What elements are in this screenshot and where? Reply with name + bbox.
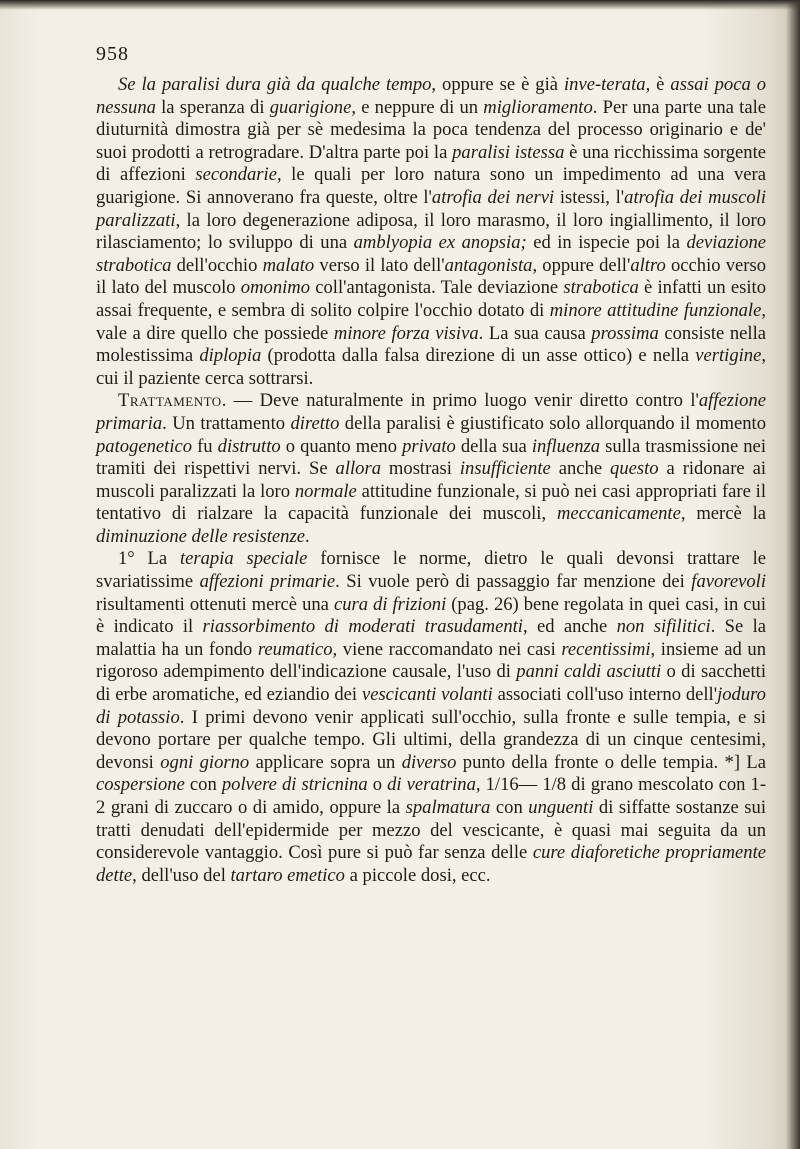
italic-run: diplopia: [199, 345, 262, 367]
text-run: è infatti un esito assai frequente, e sembra di solito colpire l'occhio dotato di: [96, 277, 766, 321]
body-text: [96, 74, 766, 887]
text-run: è una ricchissima sorgente di affezioni: [96, 141, 766, 186]
italic-run: omonimo: [240, 277, 311, 299]
italic-run: antagonista: [444, 254, 533, 276]
text-run: , è: [645, 74, 671, 95]
text-run: (prodotta dalla falsa direzione di un asse ottico) e nella: [261, 345, 696, 367]
text-run: coll'antagonista. Tale deviazione: [310, 277, 564, 299]
text-run: , le quali per loro natura sono un impedimento ad una vera guarigione. Si annoverano fra queste, oltre l': [96, 164, 766, 208]
italic-run: distrutto: [217, 435, 281, 457]
italic-run: miglioramento: [483, 96, 593, 118]
text-run: , dell'uso del: [132, 864, 231, 886]
italic-run: meccanicamente: [556, 503, 681, 525]
italic-run: affezioni primarie: [199, 571, 336, 593]
text-run: , cui il paziente cerca sottrarsi.: [96, 345, 767, 389]
italic-run: cospersione: [96, 774, 185, 796]
italic-run: riassorbimento di moderati trasudamenti: [202, 616, 523, 638]
italic-run: atrofia dei muscoli paralizzati: [96, 186, 767, 231]
italic-run: amblyopia ex anopsia;: [353, 232, 527, 254]
italic-run: reumatico: [257, 638, 333, 660]
italic-run: influenza: [531, 435, 601, 457]
italic-run: spalmatura: [405, 797, 491, 818]
text-run: della sua: [455, 435, 532, 457]
text-run: della paralisi è giustificato solo allorquando il momento: [339, 412, 766, 434]
italic-run: diretto: [290, 412, 340, 434]
text-run: , viene raccomandato nei casi: [332, 638, 562, 660]
text-run: . — Deve naturalmente in primo luogo venir diretto contro l': [221, 390, 699, 412]
italic-run: strabotica: [563, 277, 639, 299]
text-run: fornisce le norme, dietro le quali devonsi trattare le svariatissime: [96, 548, 767, 593]
italic-run: allora: [335, 458, 381, 480]
text-run: , vale a dire quello che possiede: [96, 299, 766, 344]
italic-run: altro: [630, 254, 666, 276]
text-run: a ridonare ai muscoli paralizzati la loro: [96, 458, 766, 502]
text-run: di siffatte sostanze sui tratti denudati dell'epidermide per mezzo del vescicante, è quasi mai seguita da un considerevole vantaggio. Così pure si può far senza delle: [96, 797, 766, 864]
text-run: , oppure dell': [532, 254, 631, 276]
text-run: , e neppure di un: [351, 96, 484, 118]
text-run: , oppure se è già: [431, 74, 564, 95]
italic-run: minore attitudine funzionale: [549, 299, 762, 321]
italic-run: assai poca o nessuna: [96, 74, 767, 118]
italic-run: malato: [262, 254, 315, 276]
italic-run: paralisi istessa: [452, 141, 565, 163]
italic-run: cure diaforetiche propriamente dette: [96, 842, 766, 886]
text-run: . I primi devono venir applicati sull'occhio, sulla fronte e sulle tempia, e si devono portare per qualche tempo. Gli ultimi, della grandezza di un cinque centesimi, devonsi: [96, 706, 766, 773]
italic-run: vertigine: [695, 345, 762, 367]
text-run: la speranza di: [155, 96, 270, 118]
text-run: o: [367, 774, 388, 796]
text-run: associati coll'uso interno dell': [492, 684, 718, 706]
italic-run: privato: [402, 435, 456, 457]
text-run: . Per una parte una tale diuturnità dimostra già per sè medesima la poca tendenza del processo originario e de' suoi prodotti a retrogradare. D'altra parte poi la: [96, 96, 766, 163]
text-run: anche: [550, 458, 611, 480]
text-run: a piccole dosi, ecc.: [344, 864, 491, 886]
italic-run: affezione primaria: [96, 390, 766, 434]
text-run: . Un trattamento: [162, 412, 291, 434]
text-run: .: [304, 525, 310, 547]
italic-run: di veratrina: [387, 774, 476, 796]
text-run: dell'occhio: [171, 254, 263, 276]
text-run: mostrasi: [381, 458, 460, 480]
italic-run: ogni giorno: [160, 751, 250, 773]
text-run: attitudine funzionale, si può nei casi appropriati fare il tentativo di rialzare la capacità funzionale dei muscoli,: [96, 480, 766, 525]
text-run: . Se la malattia ha un fondo: [96, 616, 766, 660]
text-run: istessi, l': [554, 186, 625, 208]
italic-run: non sifilitici: [616, 616, 711, 638]
paragraph: [96, 390, 766, 548]
italic-run: deviazione strabotica: [96, 232, 766, 276]
italic-run: guarigione: [269, 96, 352, 118]
italic-run: normale: [294, 480, 357, 502]
italic-run: favorevoli: [691, 571, 766, 593]
text-run: ed in ispecie poi la: [526, 232, 687, 254]
text-run: . La sua causa: [478, 322, 592, 344]
italic-run: questo: [610, 458, 659, 480]
text-run: verso il lato dell': [314, 254, 445, 276]
italic-run: diverso: [401, 751, 457, 773]
text-run: risultamenti ottenuti mercè una: [96, 593, 334, 615]
text-run: applicare sopra un: [249, 751, 402, 773]
text-run: fu: [192, 435, 218, 457]
scan-binding-shadow: [786, 0, 800, 1149]
paragraph: [96, 548, 766, 887]
text-run: sulla trasmissione nei tramiti dei rispettivi nervi. Se: [96, 435, 766, 480]
italic-run: diminuzione delle resistenze: [96, 525, 305, 547]
paragraph: [96, 74, 766, 390]
text-run: , insieme ad un rigoroso adempimento dell'indicazione causale, l'uso di: [96, 638, 766, 683]
text-run: , 1/16— 1/8 di grano mescolato con 1-2 grani di zuccaro o di amido, oppure la: [96, 774, 767, 818]
text-run: o di sacchetti di erbe aromatiche, ed eziandio dei: [96, 661, 767, 706]
italic-run: minore forza visiva: [333, 322, 479, 344]
italic-run: secondarie: [195, 164, 277, 186]
text-run: . Si vuole però di passaggio far menzione dei: [335, 571, 692, 593]
italic-run: joduro di potassio: [96, 684, 766, 728]
text-run: , ed anche: [522, 616, 617, 638]
text-run: (pag. 26) bene regolata in quei casi, in cui è indicato il: [96, 593, 766, 638]
text-run: occhio verso il lato del muscolo: [96, 254, 766, 299]
text-run: , la loro degenerazione adiposa, il loro marasmo, il loro ingiallimento, il loro rilasciamento; lo sviluppo di una: [96, 209, 766, 254]
italic-run: insufficiente: [459, 458, 551, 480]
italic-run: vescicanti volanti: [361, 684, 493, 706]
italic-run: recentissimi: [561, 638, 651, 660]
text-run: con: [490, 797, 529, 818]
italic-run: unguenti: [528, 797, 594, 818]
scan-top-edge: [0, 0, 800, 10]
italic-run: paralisi dura già da qualche tempo: [161, 74, 432, 95]
italic-run: prossima: [591, 322, 659, 344]
italic-run: terapia speciale: [179, 548, 308, 570]
italic-run: Se la: [118, 74, 162, 95]
text-run: con: [184, 774, 222, 796]
italic-run: cura di frizioni: [333, 593, 447, 615]
italic-run: panni caldi asciutti: [516, 661, 662, 683]
italic-run: polvere di stricnina: [221, 774, 368, 796]
small-caps-run: Trattamento: [118, 390, 222, 412]
italic-run: atrofia dei nervi: [431, 186, 555, 208]
text-run: o quanto meno: [280, 435, 403, 457]
italic-run: tartaro emetico: [230, 864, 345, 886]
text-run: consiste nella molestissima: [96, 322, 766, 367]
italic-run: inve-terata: [563, 74, 646, 95]
page-number: 958: [96, 43, 129, 65]
text-run: punto della fronte o delle tempia. *] La: [456, 751, 766, 773]
text-run: , mercè la: [680, 503, 766, 525]
text-run: 1° La: [118, 548, 180, 570]
italic-run: patogenetico: [96, 435, 193, 457]
